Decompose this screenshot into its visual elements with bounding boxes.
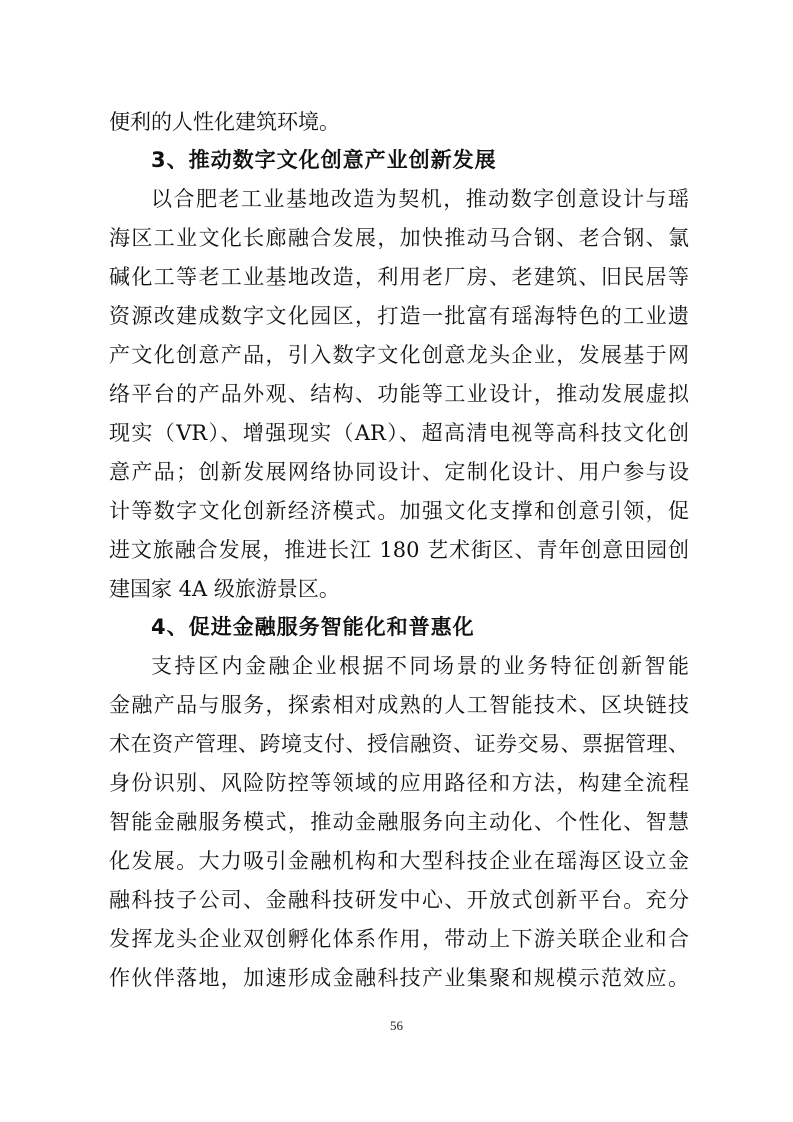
body-text-line: 海区工业文化长廊融合发展，加快推动马合钢、老合钢、氯 bbox=[109, 226, 689, 250]
body-text-line: 计等数字文化创新经济模式。加强文化支撑和创意引领，促 bbox=[109, 499, 689, 523]
body-text-line: 资源改建成数字文化园区，打造一批富有瑶海特色的工业遗 bbox=[109, 304, 689, 328]
body-text-line: 术在资产管理、跨境支付、授信融资、证券交易、票据管理、 bbox=[109, 732, 689, 756]
body-text-line: 身份识别、风险防控等领域的应用路径和方法，构建全流程 bbox=[109, 771, 689, 795]
body-text-line: 现实（VR）、增强现实（AR）、超高清电视等高科技文化创 bbox=[109, 421, 689, 445]
body-text-line: 作伙伴落地，加速形成金融科技产业集聚和规模示范效应。 bbox=[109, 966, 689, 990]
body-text-line: 建国家 4A 级旅游景区。 bbox=[109, 577, 340, 601]
body-text-line: 便利的人性化建筑环境。 bbox=[109, 110, 340, 134]
body-text-line: 智能金融服务模式，推动金融服务向主动化、个性化、智慧 bbox=[109, 810, 689, 834]
body-text-line: 络平台的产品外观、结构、功能等工业设计，推动发展虚拟 bbox=[109, 382, 689, 406]
section-heading-3: 3、推动数字文化创意产业创新发展 bbox=[151, 148, 497, 172]
body-text-line: 进文旅融合发展，推进长江 180 艺术街区、青年创意田园创 bbox=[109, 538, 689, 562]
body-text-line: 以合肥老工业基地改造为契机，推动数字创意设计与瑶 bbox=[151, 187, 689, 211]
section-heading-4: 4、促进金融服务智能化和普惠化 bbox=[151, 615, 475, 639]
body-text-line: 产文化创意产品，引入数字文化创意龙头企业，发展基于网 bbox=[109, 343, 689, 367]
body-text-line: 碱化工等老工业基地改造，利用老厂房、老建筑、旧民居等 bbox=[109, 265, 689, 289]
body-text-line: 支持区内金融企业根据不同场景的业务特征创新智能 bbox=[151, 654, 689, 678]
page-number: 56 bbox=[390, 1018, 403, 1033]
body-text-line: 金融产品与服务，探索相对成熟的人工智能技术、区块链技 bbox=[109, 693, 689, 717]
body-text-line: 化发展。大力吸引金融机构和大型科技企业在瑶海区设立金 bbox=[109, 849, 689, 873]
body-text-line: 融科技子公司、金融科技研发中心、开放式创新平台。充分 bbox=[109, 888, 689, 912]
body-text-line: 发挥龙头企业双创孵化体系作用，带动上下游关联企业和合 bbox=[109, 927, 689, 951]
body-text-line: 意产品；创新发展网络协同设计、定制化设计、用户参与设 bbox=[109, 460, 689, 484]
